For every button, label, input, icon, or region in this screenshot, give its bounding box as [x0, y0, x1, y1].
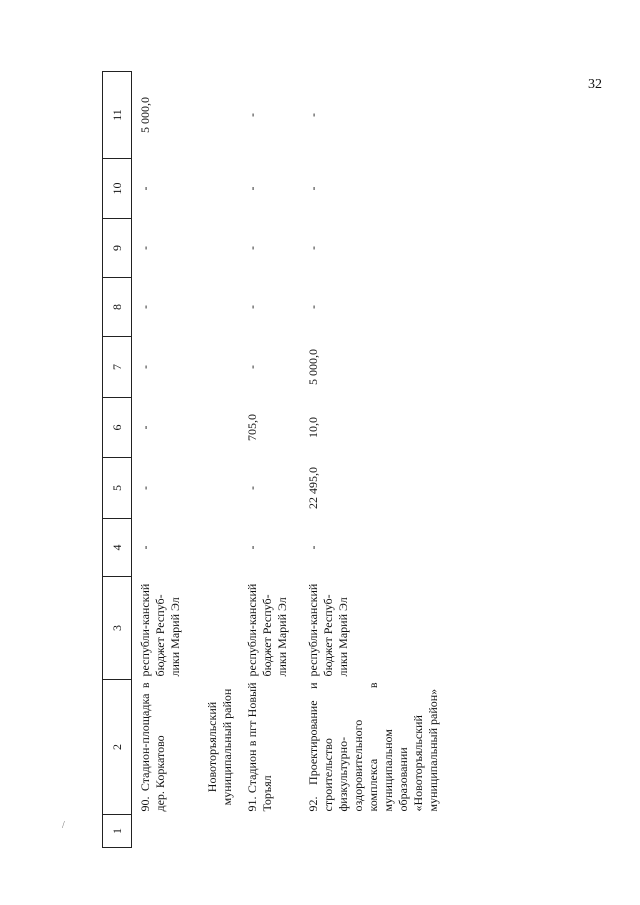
cell-value: -: [306, 246, 320, 250]
header-cell: 7: [103, 337, 132, 398]
cell-funding-source: республи-канский бюджет Респуб-лики Марий Эл: [245, 583, 289, 677]
cell-object-name: 90. Стадион-площадка в дер. Коркатово: [138, 682, 167, 812]
cell-value: 5 000,0: [138, 97, 152, 133]
cell-value: 22 495,0: [306, 467, 320, 509]
cell-funding-source: республи-канский бюджет Респуб-лики Марий Эл: [306, 583, 350, 677]
cell-value: -: [138, 246, 152, 250]
cell-value: -: [245, 365, 259, 369]
table-row: [132, 72, 194, 848]
cell-funding-source: республи-канский бюджет Респуб-лики Марий Эл: [138, 583, 182, 677]
budget-table: [102, 71, 451, 848]
cell-value: 5 000,0: [306, 349, 320, 385]
header-cell: 11: [103, 72, 132, 159]
cell-value: -: [245, 186, 259, 191]
rotated-table-container: [102, 72, 522, 848]
cell-value: 705,0: [245, 414, 259, 441]
scan-mark: /: [62, 820, 65, 831]
cell-value: 10,0: [306, 417, 320, 438]
cell-empty: [193, 72, 239, 680]
cell-value: -: [138, 305, 152, 309]
table-row: [300, 72, 451, 848]
cell-value: -: [245, 246, 259, 250]
page-number: 32: [588, 77, 602, 92]
cell-number: [239, 815, 300, 848]
header-cell: 4: [103, 519, 132, 577]
cell-empty: [193, 815, 239, 848]
cell-object-name: 91. Стадион в пгт Новый Торъял: [245, 682, 274, 812]
section-row: [193, 72, 239, 848]
header-cell: 1: [103, 815, 132, 848]
header-cell: 5: [103, 458, 132, 519]
cell-value: -: [245, 113, 259, 117]
header-cell: 3: [103, 577, 132, 680]
cell-value: -: [306, 113, 320, 117]
cell-value: -: [245, 545, 259, 550]
section-heading: Новоторъяльский муниципальный район: [205, 688, 234, 806]
cell-value: -: [138, 545, 152, 550]
cell-number: [132, 815, 194, 848]
cell-number: [300, 815, 451, 848]
header-cell: 8: [103, 278, 132, 337]
cell-value: -: [138, 486, 152, 490]
header-cell: 2: [103, 680, 132, 815]
cell-value: -: [306, 186, 320, 191]
cell-object-name: 92. Проектирование и строительство физкультурно-оздоровительного комплекса в муниципальном образовании «Новоторъяльский муниципальный район»: [306, 682, 440, 812]
cell-value: -: [138, 186, 152, 191]
header-cell: 10: [103, 159, 132, 219]
header-cell: 6: [103, 398, 132, 458]
cell-value: -: [306, 545, 320, 550]
cell-value: -: [306, 305, 320, 309]
header-row: [103, 72, 132, 848]
table-row: [239, 72, 300, 848]
cell-value: -: [245, 486, 259, 490]
cell-value: -: [138, 365, 152, 369]
header-cell: 9: [103, 219, 132, 278]
cell-value: -: [245, 305, 259, 309]
cell-value: -: [138, 425, 152, 430]
